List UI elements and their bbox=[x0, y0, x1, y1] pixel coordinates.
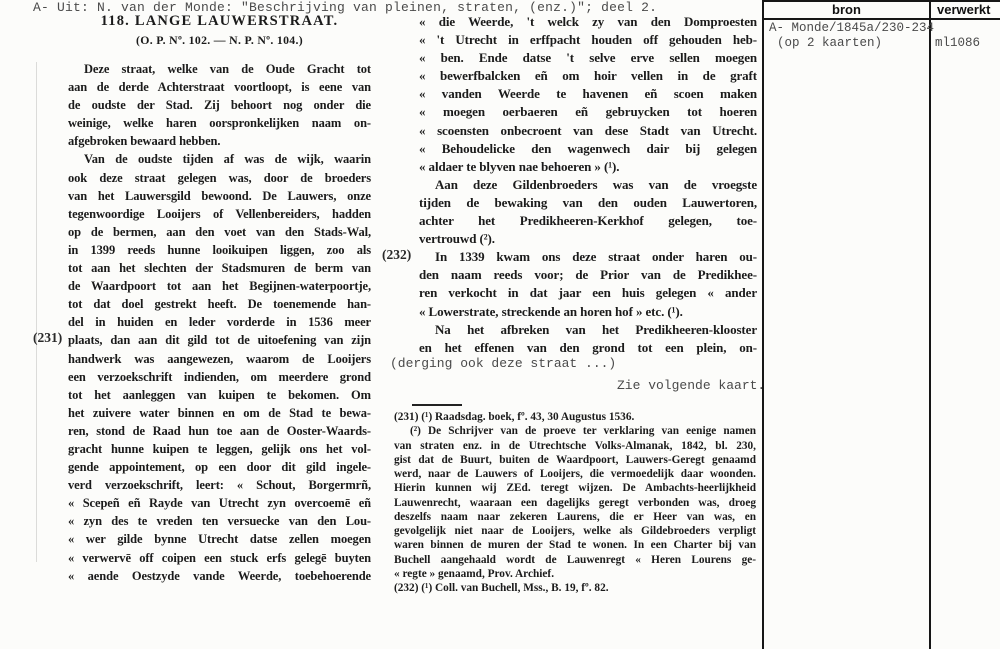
text-line: Aan deze Gildenbroeders was van de vroegste bbox=[435, 176, 757, 192]
text-line: tot dat doel gestrekt heeft. De toenemende han- bbox=[68, 297, 371, 312]
right-text-column bbox=[419, 13, 757, 357]
text-line: weinige, welke haren oorspronkelijken naam on- bbox=[68, 116, 371, 131]
typed-source-annotation: A- Uit: N. van der Monde: "Beschrijving van pleinen, straten, (enz.)"; deel 2. bbox=[33, 0, 658, 15]
text-line: gracht hunne kuipen te leggen, gelijk ons het vol- bbox=[68, 441, 371, 456]
text-line: Deze straat, welke van de Oude Gracht tot bbox=[84, 62, 371, 76]
text-line: ook deze straat gelegen was, door de broeders bbox=[68, 170, 371, 185]
footnote-line: (²) De Schrijver van de proeve ter verklaring van eenige namen bbox=[410, 425, 756, 438]
text-line: een verzoekschrift indienden, om meerdere grond bbox=[68, 369, 371, 384]
text-line: in 1399 reeds hunne looikuipen liggen, zoo als bbox=[68, 242, 371, 257]
footnote-line: gist dat de Buurt, buiten de Waardpoort, Lauwers-Geregt genaamd bbox=[394, 453, 756, 466]
text-line: « bewerfbalcken eñ om hoir vellen in de graft bbox=[419, 68, 757, 84]
text-line: « Behoudelicke den wagenwech dair bij gelegen bbox=[419, 140, 757, 156]
text-line: tegenwoordige Looijers of Vellenbereiders, hadden bbox=[68, 206, 371, 221]
footnote-line: Lauwenrecht, waaraan een dagelijks geregt verbonden was, droeg bbox=[394, 496, 756, 509]
text-line: tot het aanleggen van kuipen te bekomen. Om bbox=[68, 387, 371, 402]
text-line: « moegen oerbaeren eñ gebruycken tot hoeren bbox=[419, 104, 757, 120]
text-line: « vanden Weerde te havenen eñ scoen maken bbox=[419, 86, 757, 102]
text-line: verd verzoekschrift, leert: « Schout, Borgermrñ, bbox=[68, 478, 371, 493]
text-line: del in huiden en leder vorderde in 1536 meer bbox=[68, 315, 371, 330]
left-text-column bbox=[68, 60, 371, 585]
text-line: Van de oudste tijden af was de wijk, waarin bbox=[84, 152, 371, 167]
text-line: « Scepeñ eñ Rayde van Utrecht zyn overcoemē eñ bbox=[68, 496, 371, 511]
text-line: afgebroken bewaard hebben. bbox=[68, 134, 221, 149]
footnote-line: werd, naar de Lauwers of Looijers, die vermoedelijk daar woonden. bbox=[394, 468, 756, 480]
margin-page-mark-232: (232) bbox=[382, 247, 412, 262]
footnote-line: gevolgelijk niet naar de Looijers, welke als Gildebroeders verpligt bbox=[394, 525, 756, 537]
footnote-line: van straten enz. in de Utrechtsche Volks-Almanak, 1842, bl. 230, bbox=[394, 439, 756, 452]
article-title: 118. LANGE LAUWERSTRAAT. bbox=[100, 13, 339, 29]
text-line: van het Lauwersgild bewoond. De Lauwers, onze bbox=[68, 188, 371, 203]
table-header-bron: bron bbox=[832, 2, 861, 17]
text-line: Na het afbreken van het Predikheeren-klooster bbox=[435, 321, 757, 337]
text-line: In 1339 kwam ons deze straat onder haren ou- bbox=[435, 249, 757, 265]
text-line: vertrouwd (²). bbox=[419, 231, 495, 247]
text-line: « aldaer te blyven nae behoeren » (¹). bbox=[419, 158, 620, 174]
text-line: ren verkocht in dat jaar een huis gelegen « ander bbox=[419, 285, 757, 301]
text-line: « scoensten onbecroent van dese Stadt van Utrecht. bbox=[419, 122, 757, 138]
footnotes-block bbox=[394, 410, 756, 595]
footnote-line: waren binnen de muren der Stad te wonen. In een Charter bij van bbox=[394, 539, 756, 552]
text-line: « Lowerstrate, streckende an horen hof » etc. (¹). bbox=[419, 303, 683, 319]
footnote-line: (231) (¹) Raadsdag. boek, fº. 43, 30 Augustus 1536. bbox=[394, 411, 635, 423]
typed-continuation-note: (derging ook deze straat ...) bbox=[390, 356, 617, 371]
footnote-separator-rule bbox=[412, 404, 462, 406]
text-line: tijden de bewaking van den ouden Lauwertoren, bbox=[419, 194, 757, 210]
table-cell-source-line2: (op 2 kaarten) bbox=[777, 36, 883, 50]
text-line: plaats, dan aan dit gild tot de uitoefening van zijn bbox=[68, 333, 371, 348]
text-line: « zyn des te vreden ten versuecke van den Lou- bbox=[68, 514, 371, 529]
table-cell-source-line1: A- Monde/1845a/230-234 bbox=[769, 21, 935, 35]
table-header-verwerkt: verwerkt bbox=[937, 2, 991, 17]
text-line: den naam reeds voor; de Prior van de Predikhee- bbox=[419, 267, 757, 283]
table-header-underline bbox=[762, 18, 1000, 20]
footnote-line: Buchell aangehaald wordt de Lauwenregt « Heren Lourens ge- bbox=[394, 553, 756, 566]
text-line: « 't Utrecht in erffpacht houden off gehouden heb- bbox=[419, 32, 757, 48]
text-line: « aende Oestzyde vande Weerde, toebehoerende bbox=[68, 568, 371, 583]
text-line: achter het Predikheeren-Kerkhof gelegen, toe- bbox=[419, 213, 757, 229]
text-line: tot aan het slechten der Stadsmuren de berm van bbox=[68, 261, 371, 276]
text-line: « verwervē off coipen een stuck erfs gelegē buyten bbox=[68, 550, 371, 565]
footnote-line: « regte » genaamd, Prov. Archief. bbox=[394, 567, 555, 580]
text-line: op de bermen, aan den voet van den Stads-Wal, bbox=[68, 224, 371, 239]
table-left-border bbox=[762, 0, 764, 649]
table-column-divider bbox=[929, 0, 931, 649]
text-line: de Waardpoort tot aan het Begijnen-waterpoortje, bbox=[68, 279, 371, 294]
text-line: ren, stond de Raad hun toe aan de Ooster-Waards- bbox=[68, 423, 371, 438]
typed-see-next-card-note: Zie volgende kaart. bbox=[617, 378, 766, 393]
text-line: « wer gilde bynne Utrecht datse zellen moegen bbox=[68, 532, 371, 547]
footnote-line: Hierin kunnen wij ZEd. teregt wijzen. De Ambachts-heerlijkheid bbox=[394, 482, 756, 495]
footnote-line: deszelfs naam naar zekeren Laurens, die er Heer van was, en bbox=[394, 510, 756, 523]
table-cell-processed-id: ml1086 bbox=[935, 36, 981, 50]
text-line: gende appointement, op een door dit gild ingele- bbox=[68, 460, 371, 475]
text-line: « ben. Ende datse 't selve erve sellen moegen bbox=[419, 50, 757, 66]
text-line: aan de derde Achterstraat voortloopt, is eene van bbox=[68, 80, 371, 95]
footnote-line: (232) (¹) Coll. van Buchell, Mss., B. 19, fº. 82. bbox=[394, 582, 609, 594]
text-line: en het effenen van den grond tot een plein, on- bbox=[419, 339, 757, 355]
text-line: de oudste der Stad. Zij behoort nog onder die bbox=[68, 98, 371, 113]
margin-page-mark-231: (231) bbox=[33, 330, 63, 345]
text-line: « die Weerde, 't welck zy van den Domproesten bbox=[419, 14, 757, 29]
text-line: handwerk was aangewezen, waarom de Looijers bbox=[68, 351, 371, 366]
article-subtitle: (O. P. Nº. 102. — N. P. Nº. 104.) bbox=[136, 33, 303, 47]
text-line: het zuivere water binnen en om de Stad te bewa- bbox=[68, 405, 371, 420]
scan-artifact-line bbox=[36, 62, 37, 562]
